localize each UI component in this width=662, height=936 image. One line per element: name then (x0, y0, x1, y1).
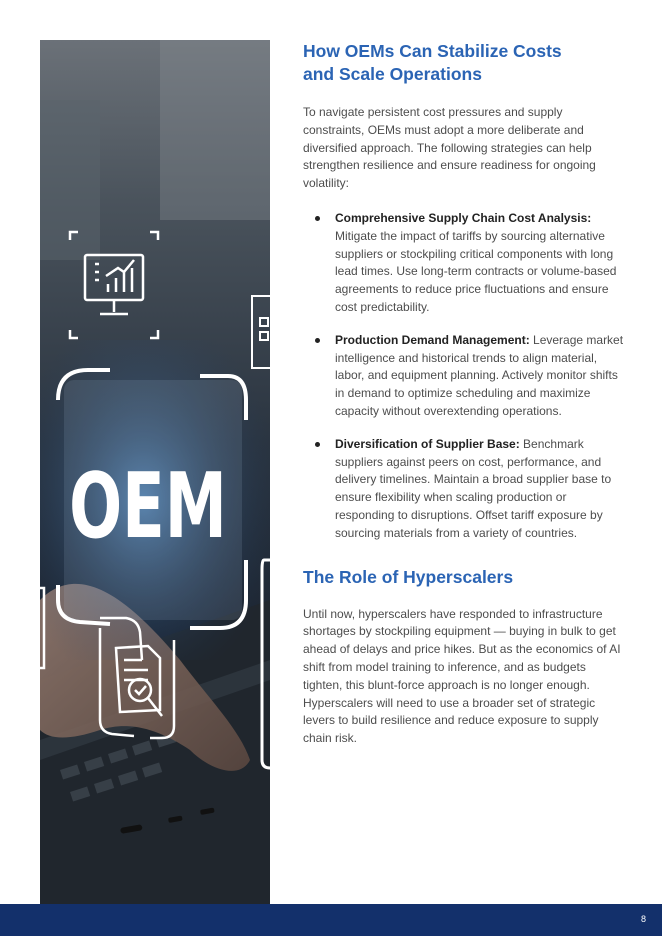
bullet-text: Benchmark suppliers against peers on cost, performance, and delivery timelines. Maintain a broad supplier base to ensure flexibility when scaling production or responding to disruptions. Offset tariff exposure by sourcing materials from a variety of countries. (335, 436, 612, 540)
bullet-heading: Comprehensive Supply Chain Cost Analysis: (335, 210, 592, 225)
bullet-heading: Diversification of Supplier Base: (335, 436, 520, 451)
bullet-icon (315, 216, 320, 221)
hyperscalers-paragraph: Until now, hyperscalers have responded to infrastructure shortages by stockpiling equipment — buying in bulk to get ahead of delays and price hikes. But as the economics of AI shift from model training to inference, and as budgets tighten, this blunt-force approach is no longer enough. Hyperscalers will need to use a broader set of strategic levers to build resilience and reduce exposure to supply chain risk. (303, 606, 621, 746)
list-item (303, 436, 625, 543)
section-title-line1: How OEMs Can Stabilize Costs (303, 41, 562, 61)
bullet-heading: Production Demand Management: (335, 332, 530, 347)
strategy-list (303, 210, 625, 543)
bullet-text: Mitigate the impact of tariffs by sourcing alternative suppliers or stockpiling critical components with long lead times. Use long-term contracts or volume-based agreements to reduce price fluctuations and ensure cost predictability. (335, 228, 617, 314)
bullet-icon (315, 338, 320, 343)
oem-overlay-text: OEM (69, 454, 227, 559)
bullet-icon (315, 442, 320, 447)
intro-paragraph: To navigate persistent cost pressures and supply constraints, OEMs must adopt a more deliberate and diversified approach. The following strategies can help strengthen resilience and ensure readiness for ongoing volatility: (303, 105, 596, 191)
footer-bar (0, 904, 662, 936)
section-title-oems (303, 40, 625, 86)
list-item (303, 332, 625, 421)
main-content (303, 40, 625, 748)
bullet-text: Leverage market intelligence and historical trends to align material, labor, and equipment planning. Actively monitor shifts in demand to optimize scheduling and maximize capacity without overextending operations. (335, 332, 624, 418)
list-item (303, 210, 625, 317)
page-number: 8 (640, 914, 646, 924)
oem-photo (40, 40, 270, 936)
section-title-hyperscalers: The Role of Hyperscalers (303, 566, 514, 587)
section-title-line2: and Scale Operations (303, 64, 482, 84)
